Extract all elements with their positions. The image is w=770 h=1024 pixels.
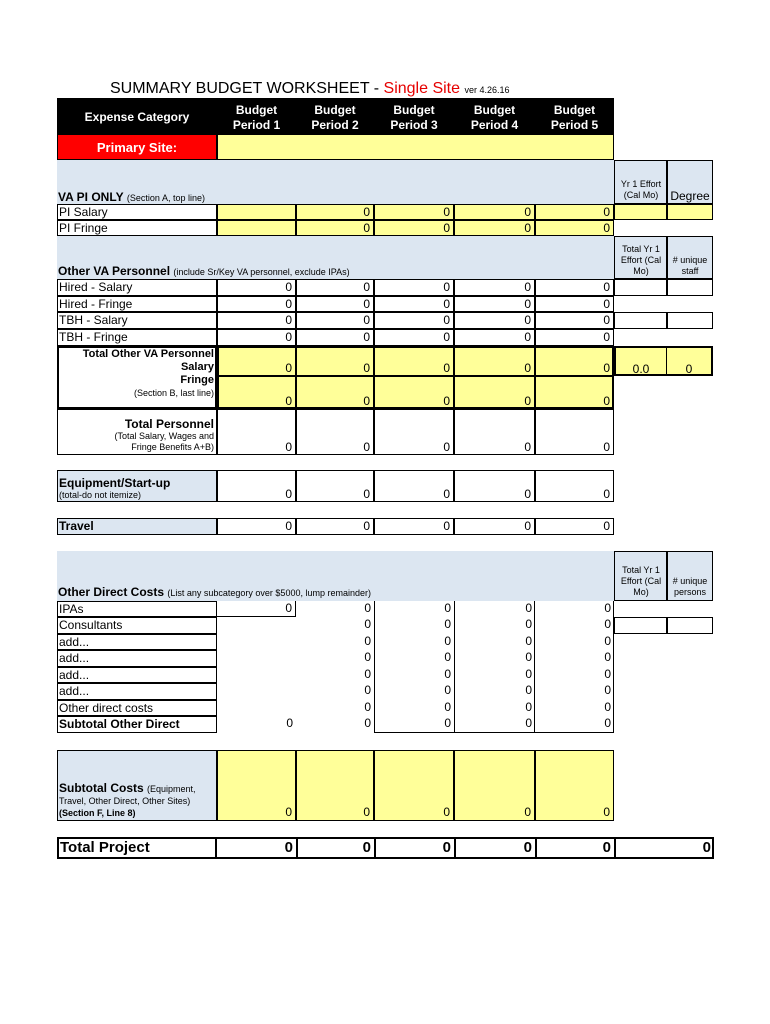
pi-fringe-p2[interactable]: 0 <box>296 220 374 236</box>
odc-note: (List any subcategory over $5000, lump remainder) <box>167 588 371 598</box>
total-effort-value: 0.0 <box>614 346 667 376</box>
other-va-note: (include Sr/Key VA personnel, exclude IPAs) <box>173 267 350 277</box>
effort-input[interactable] <box>614 312 667 329</box>
period-header-1: Budget Period 1 <box>232 103 281 132</box>
unique-input[interactable] <box>667 617 713 634</box>
version: ver 4.26.16 <box>464 85 510 95</box>
site-type: Single Site <box>383 80 461 97</box>
total-salary-p3: 0 <box>374 346 454 376</box>
period-header-4: Budget Period 4 <box>470 103 519 132</box>
total-other-va-label: Total Other VA Personnel <box>82 348 214 360</box>
total-fringe-p3: 0 <box>374 376 454 409</box>
total-salary-p5: 0 <box>535 346 614 376</box>
period-header-3: Budget Period 3 <box>390 103 438 132</box>
va-pi-title: VA PI ONLY <box>58 190 124 204</box>
unique-input[interactable] <box>667 279 713 296</box>
pi-salary-p1[interactable] <box>217 204 296 220</box>
pi-effort-input[interactable] <box>614 204 667 220</box>
total-fringe-p1: 0 <box>217 376 296 409</box>
total-fringe-p4: 0 <box>454 376 535 409</box>
pi-fringe-p3[interactable]: 0 <box>374 220 454 236</box>
subtotal-costs-label: Subtotal Costs <box>59 781 144 795</box>
pi-salary-p3[interactable]: 0 <box>374 204 454 220</box>
period-header-2: Budget Period 2 <box>311 103 359 132</box>
effort-input[interactable] <box>614 279 667 296</box>
pi-salary-p5[interactable]: 0 <box>535 204 614 220</box>
grand-total: 0 <box>702 839 711 856</box>
total-fringe-p5: 0 <box>535 376 614 409</box>
page-title: SUMMARY BUDGET WORKSHEET - Single Site ver 4.26.16 <box>110 80 510 97</box>
primary-site-input[interactable] <box>217 134 614 160</box>
total-fringe-p2: 0 <box>296 376 374 409</box>
pi-salary-p4[interactable]: 0 <box>454 204 535 220</box>
expense-category-header: Expense Category <box>84 110 190 124</box>
pi-fringe-p1[interactable] <box>217 220 296 236</box>
pi-fringe-p5[interactable]: 0 <box>535 220 614 236</box>
section-b-note: (Section B, last line) <box>133 388 214 398</box>
total-salary-p1: 0 <box>217 346 296 376</box>
subtotal-odc-label: Subtotal Other Direct <box>59 717 180 731</box>
pi-fringe-p4[interactable]: 0 <box>454 220 535 236</box>
total-block-outline <box>217 346 614 409</box>
total-salary-p4: 0 <box>454 346 535 376</box>
va-pi-note: (Section A, top line) <box>126 193 205 203</box>
salary-label: Salary <box>180 361 214 373</box>
total-salary-p2: 0 <box>296 346 374 376</box>
fringe-label: Fringe <box>180 374 214 386</box>
effort-input[interactable] <box>614 617 667 634</box>
period-header-5: Budget Period 5 <box>550 103 599 132</box>
other-va-title: Other VA Personnel <box>58 264 171 278</box>
travel-label: Travel <box>59 519 94 533</box>
pi-salary-p2[interactable]: 0 <box>296 204 374 220</box>
total-unique-value: 0 <box>667 346 713 376</box>
equipment-label: Equipment/Start-up <box>59 476 171 490</box>
unique-input[interactable] <box>667 312 713 329</box>
odc-title: Other Direct Costs <box>58 585 165 599</box>
total-project-label: Total Project <box>60 839 150 856</box>
pi-degree-input[interactable] <box>667 204 713 220</box>
total-personnel-label: Total Personnel <box>124 417 214 431</box>
